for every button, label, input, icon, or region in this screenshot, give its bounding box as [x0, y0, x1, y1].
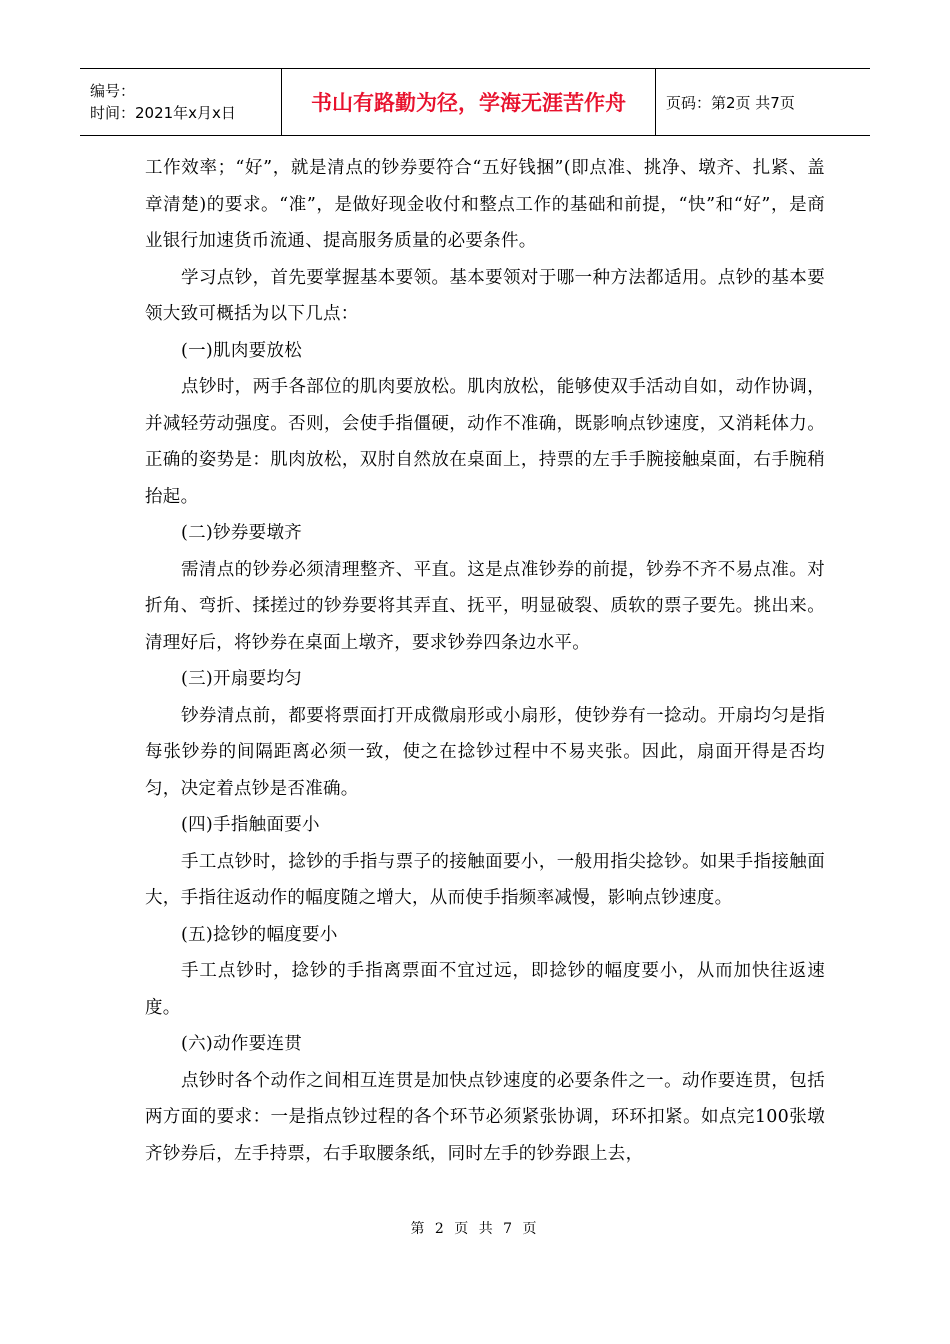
- paragraph: 手工点钞时，捻钞的手指离票面不宜过远，即捻钞的幅度要小，从而加快往返速度。: [145, 961, 825, 1018]
- paragraph: 手工点钞时，捻钞的手指与票子的接触面要小，一般用指尖捻钞。如果手指接触面大，手指往返动作的幅度随之增大，从而使手指频率减慢，影响点钞速度。: [145, 851, 825, 908]
- section-heading: (三)开扇要均匀: [181, 669, 303, 689]
- paragraph: 点钞时，两手各部位的肌肉要放松。肌肉放松，能够使双手活动自如，动作协调，并减轻劳动强度。否则，会使手指僵硬，动作不准确，既影响点钞速度，又消耗体力。正确的姿势是：肌肉放松，双肘自然放在桌面上，持票的左手手腕接触桌面，右手腕稍抬起。: [145, 377, 825, 507]
- header-time-label: 时间：2021年x月x日: [90, 104, 236, 122]
- section-heading: (二)钞券要墩齐: [181, 523, 303, 543]
- section-heading: (五)捻钞的幅度要小: [181, 924, 338, 945]
- paragraph: 点钞时各个动作之间相互连贯是加快点钞速度的必要条件之一。动作要连贯，包括两方面的要求：一是指点钞过程的各个环节必须紧张协调，环环扣紧。如点完100张墩齐钞券后，左手持票，右手取腰条纸，同时左手的钞券跟上去，: [145, 1070, 825, 1164]
- paragraph-continued: 工作效率；“好”，就是清点的钞券要符合“五好钱捆”(即点准、挑净、墩齐、扎紧、盖章清楚)的要求。“准”，是做好现金收付和整点工作的基础和前提，“快”和“好”，是商业银行加速货币流通、提高服务质量的必要条件。: [145, 158, 825, 251]
- section-heading: (六)动作要连贯: [181, 1034, 303, 1054]
- header-number-label: 编号：: [90, 82, 136, 100]
- page-footer: 第 2 页 共 7 页: [410, 1221, 540, 1237]
- header-meta: [80, 69, 282, 135]
- header-page-label: 页码：第2页 共7页: [666, 93, 795, 112]
- paragraph: 钞券清点前，都要将票面打开成微扇形或小扇形，使钞券有一捻动。开扇均匀是指每张钞券的间隔距离必须一致，使之在捻钞过程中不易夹张。因此，扇面开得是否均匀，决定着点钞是否准确。: [145, 705, 825, 799]
- paragraph: 学习点钞，首先要掌握基本要领。基本要领对于哪一种方法都适用。点钞的基本要领大致可概括为以下几点：: [145, 267, 825, 324]
- section-heading: (一)肌肉要放松: [181, 340, 303, 361]
- page-header: [80, 68, 870, 136]
- section-heading: (四)手指触面要小: [181, 815, 320, 835]
- header-motto: 书山有路勤为径，学海无涯苦作舟: [282, 69, 656, 135]
- document-body: [145, 150, 825, 1172]
- paragraph: 需清点的钞券必须清理整齐、平直。这是点准钞券的前提，钞券不齐不易点准。对折角、弯折、揉搓过的钞券要将其弄直、抚平，明显破裂、质软的票子要先。挑出来。清理好后，将钞券在桌面上墩齐，要求钞券四条边水平。: [145, 559, 825, 653]
